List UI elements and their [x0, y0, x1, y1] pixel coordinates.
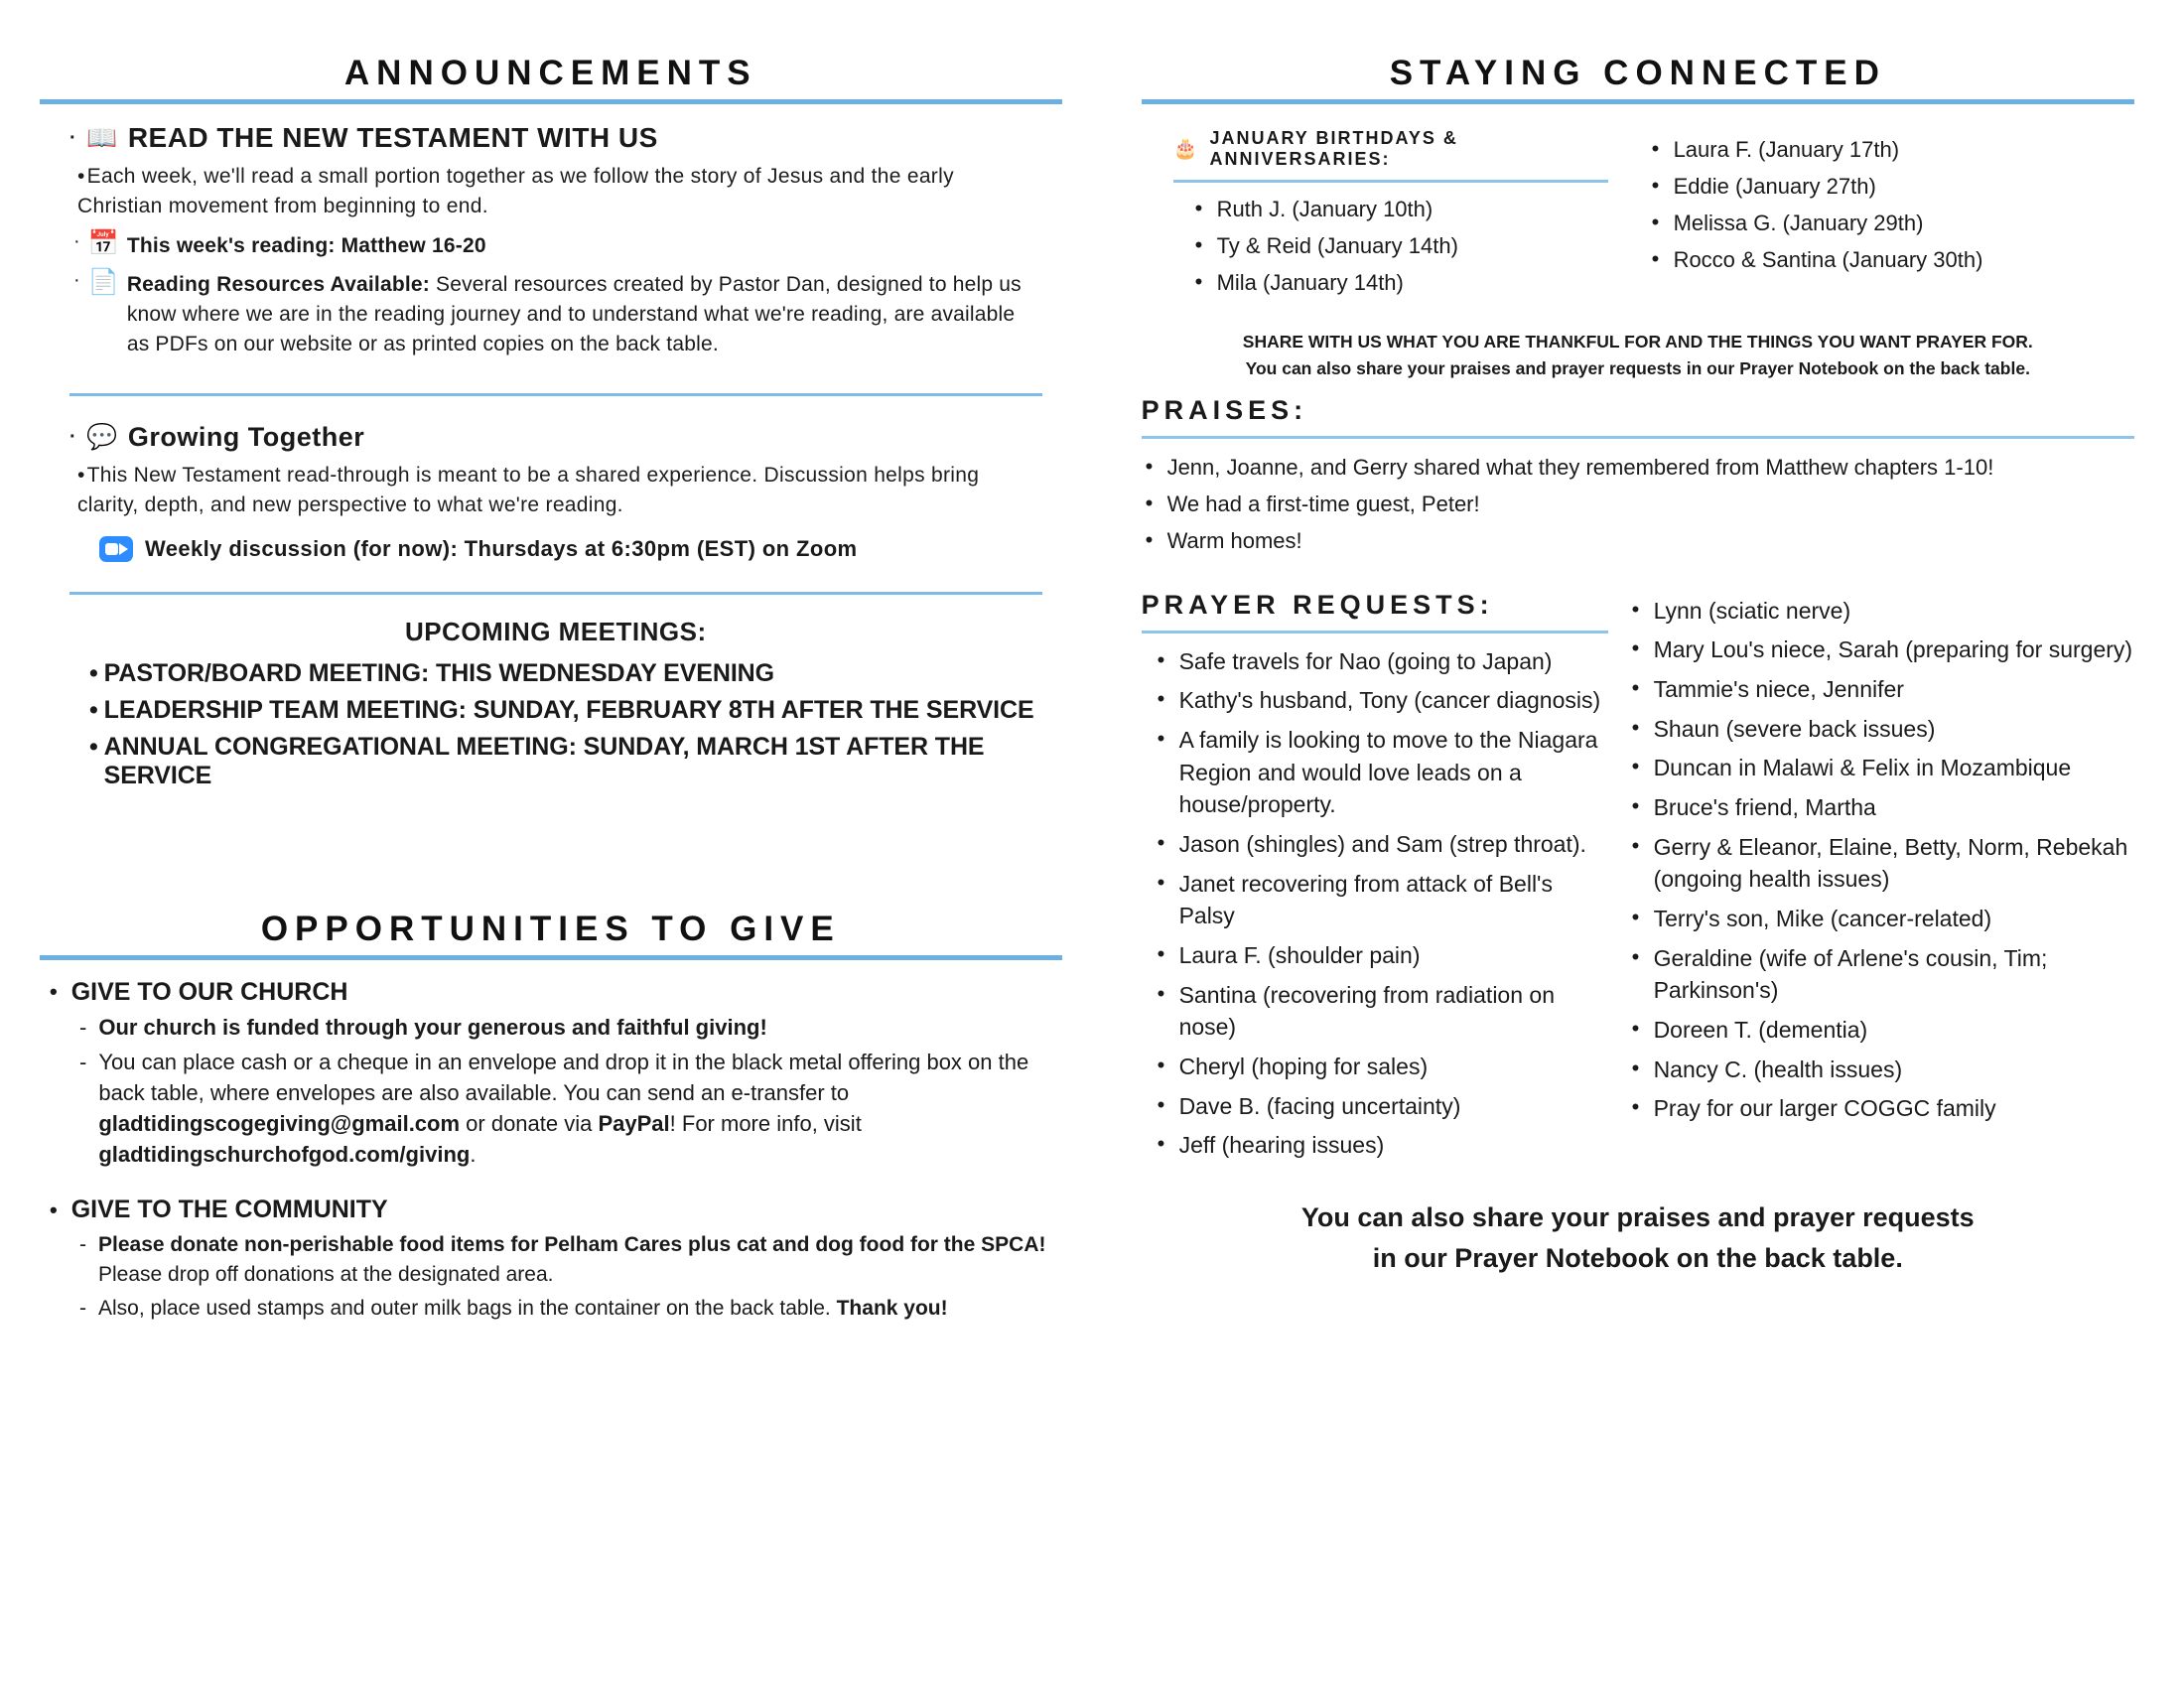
list-item: • Terry's son, Mike (cancer-related): [1628, 903, 2134, 935]
closing-line-1: You can also share your praises and prayer requests: [1300, 1202, 1975, 1232]
prayer-requests-column-1: [1142, 578, 1608, 1169]
reading-resources-row: [73, 270, 1042, 358]
prayer-requests-underline: [1142, 631, 1608, 633]
give-community-text-a: Please drop off donations at the designated area.: [98, 1262, 554, 1286]
give-church-website: gladtidingschurchofgod.com/giving: [98, 1141, 471, 1167]
read-nt-heading: READ THE NEW TESTAMENT WITH US: [127, 122, 658, 153]
page-icon: 📄: [87, 268, 119, 297]
read-new-testament-block: [40, 122, 1062, 790]
birthdays-block: [1142, 122, 2134, 303]
dash-bullet: -: [79, 1014, 87, 1040]
list-item: • We had a first-time guest, Peter!: [1142, 488, 2134, 521]
praises-block: [1142, 395, 2134, 558]
list-item: • Laura F. (shoulder pain): [1154, 939, 1608, 972]
praises-list: [1142, 451, 2134, 558]
give-church-heading-row: [50, 978, 1062, 1007]
zoom-video-icon: [99, 536, 133, 562]
reading-resources-text: [127, 270, 1042, 358]
dash-bullet: -: [79, 1050, 87, 1075]
speech-bubble-icon: 💬: [86, 422, 118, 451]
give-divider: [40, 955, 1062, 960]
closing-note: [1161, 1198, 2115, 1278]
list-item: • Laura F. (January 17th): [1648, 133, 2134, 167]
give-community-line-2-text: [98, 1294, 1062, 1323]
give-church-heading: GIVE TO OUR CHURCH: [70, 977, 348, 1006]
list-item: • Melissa G. (January 29th): [1648, 207, 2134, 240]
meeting-item: [89, 659, 1042, 688]
bullet-dot: ·: [69, 127, 77, 149]
bullet-dot: •: [50, 979, 58, 1004]
share-note: [1171, 329, 2105, 382]
zoom-discussion-row: [99, 536, 1042, 562]
prayer-requests-list-2: [1628, 595, 2134, 1125]
prayer-requests-list-1: [1154, 645, 1608, 1162]
list-item: • Mila (January 14th): [1191, 266, 1608, 300]
list-item: • Jeff (hearing issues): [1154, 1129, 1608, 1162]
birthday-cake-icon: 🎂: [1172, 138, 1200, 160]
list-item: • Safe travels for Nao (going to Japan): [1154, 645, 1608, 678]
bullet-dot: •: [89, 732, 98, 761]
give-community-heading-row: [50, 1196, 1062, 1224]
staying-connected-column: [1097, 40, 2154, 1668]
staying-connected-title: STAYING CONNECTED: [1389, 54, 1886, 92]
give-community-bold-a: Please donate non-perishable food items for Pelham Cares plus cat and dog food for the SPCA!: [98, 1233, 1046, 1257]
list-item: • Dave B. (facing uncertainty): [1154, 1090, 1608, 1123]
read-nt-heading-row: [69, 122, 1042, 154]
give-community-line-2: [79, 1294, 1062, 1323]
praises-heading: PRAISES:: [1141, 394, 1308, 425]
birthdays-column-1: [1142, 122, 1608, 303]
bullet-dot: •: [89, 695, 98, 724]
give-community-line-1-text: [98, 1230, 1062, 1289]
meeting-label: ANNUAL CONGREGATIONAL MEETING: SUNDAY, MARCH 1ST AFTER THE SERVICE: [103, 732, 985, 789]
growing-paragraph: This New Testament read-through is meant to be a shared experience. Discussion helps bring clarity, depth, and new perspective to what we're reading.: [77, 463, 980, 516]
birthdays-underline: [1173, 180, 1608, 183]
give-church-line-2-text: [98, 1048, 1061, 1170]
growing-heading: Growing Together: [127, 421, 365, 452]
staying-connected-divider: [1142, 99, 2134, 104]
praises-underline: [1142, 436, 2134, 439]
list-item: • Warm homes!: [1142, 524, 2134, 558]
announcements-title: ANNOUNCEMENTS: [343, 54, 757, 92]
bullet-dot: ·: [73, 269, 80, 292]
give-church-text-b: or donate via: [460, 1110, 599, 1136]
list-item: • Santina (recovering from radiation on nose): [1154, 979, 1608, 1044]
bullet-dot: •: [77, 463, 85, 487]
upcoming-meetings-title: UPCOMING MEETINGS:: [404, 616, 707, 646]
prayer-requests-block: [1142, 578, 2134, 1169]
reading-resources-label: Reading Resources Available:: [126, 273, 430, 297]
bullet-dot: •: [77, 165, 85, 188]
give-to-church-block: [40, 978, 1062, 1171]
give-church-email: gladtidingscogegiving@gmail.com: [98, 1110, 461, 1136]
give-to-community-block: [40, 1196, 1062, 1323]
dash-bullet: -: [79, 1297, 86, 1321]
list-item: • Jenn, Joanne, and Gerry shared what they remembered from Matthew chapters 1-10!: [1142, 451, 2134, 485]
birthdays-heading: JANUARY BIRTHDAYS & ANNIVERSARIES:: [1209, 128, 1458, 169]
meeting-item: [89, 696, 1042, 725]
list-item: • Doreen T. (dementia): [1628, 1014, 2134, 1047]
read-nt-paragraph-row: [77, 162, 1042, 221]
give-community-heading: GIVE TO THE COMMUNITY: [70, 1196, 388, 1224]
growing-divider: [69, 592, 1042, 595]
meeting-label: LEADERSHIP TEAM MEETING: SUNDAY, FEBRUARY 8TH AFTER THE SERVICE: [103, 695, 1034, 724]
bullet-dot: ·: [69, 426, 77, 449]
closing-line-2: in our Prayer Notebook on the back table.: [1372, 1243, 1903, 1274]
birthdays-list-2: [1648, 133, 2134, 277]
announcements-divider: [40, 99, 1062, 104]
list-item: • Mary Lou's niece, Sarah (preparing for surgery): [1628, 633, 2134, 666]
list-item: • Kathy's husband, Tony (cancer diagnosis): [1154, 684, 1608, 717]
week-reading-text: This week's reading: Matthew 16-20: [126, 233, 486, 257]
reading-resources-body: Several resources created by Pastor Dan, designed to help us know where we are in the reading journey and to understand what we're reading, are available as PDFs on our website or as printed copies on the back table.: [126, 273, 1022, 356]
list-item: • Pray for our larger COGGC family: [1628, 1092, 2134, 1125]
prayer-requests-heading: PRAYER REQUESTS:: [1141, 589, 1494, 620]
opportunities-to-give-title: OPPORTUNITIES TO GIVE: [260, 909, 841, 948]
give-community-text-b: Also, place used stamps and outer milk bags in the container on the back table.: [98, 1297, 837, 1321]
birthdays-heading-row: [1173, 128, 1608, 170]
list-item: • Geraldine (wife of Arlene's cousin, Tim; Parkinson's): [1628, 942, 2134, 1007]
read-nt-paragraph: Each week, we'll read a small portion together as we follow the story of Jesus and the early Christian movement from beginning to end.: [77, 165, 954, 217]
give-community-line-1: [79, 1230, 1062, 1289]
growing-paragraph-row: [77, 461, 1042, 520]
prayer-requests-column-2: [1618, 578, 2134, 1169]
list-item: • Ruth J. (January 10th): [1191, 193, 1608, 226]
give-church-line-1-text: Our church is funded through your generous and faithful giving!: [98, 1014, 767, 1040]
zoom-discussion-text: Weekly discussion (for now): Thursdays at 6:30pm (EST) on Zoom: [145, 535, 858, 561]
bullet-dot: •: [50, 1196, 58, 1222]
week-reading-row: [73, 228, 1042, 261]
list-item: • Bruce's friend, Martha: [1628, 791, 2134, 824]
open-book-icon: 📖: [86, 123, 118, 152]
growing-heading-row: [69, 422, 1042, 453]
meeting-item: [89, 733, 1042, 790]
meeting-label: PASTOR/BOARD MEETING: THIS WEDNESDAY EVENING: [103, 658, 774, 687]
give-church-text-c: ! For more info, visit: [669, 1110, 862, 1136]
list-item: • Duncan in Malawi & Felix in Mozambique: [1628, 752, 2134, 784]
list-item: • A family is looking to move to the Niagara Region and would love leads on a house/property.: [1154, 724, 1608, 821]
list-item: • Jason (shingles) and Sam (strep throat).: [1154, 828, 1608, 861]
birthdays-column-2: [1628, 122, 2134, 303]
give-church-paypal: PayPal: [598, 1110, 670, 1136]
give-community-thankyou: Thank you!: [836, 1297, 948, 1321]
bullet-dot: •: [89, 658, 98, 687]
share-note-line-2: You can also share your praises and prayer requests in our Prayer Notebook on the back table.: [1245, 358, 2030, 379]
read-nt-divider: [69, 393, 1042, 396]
share-note-line-1: SHARE WITH US WHAT YOU ARE THANKFUL FOR AND THE THINGS YOU WANT PRAYER FOR.: [1242, 332, 2033, 352]
list-item: • Janet recovering from attack of Bell's Palsy: [1154, 868, 1608, 932]
list-item: • Eddie (January 27th): [1648, 170, 2134, 204]
announcements-column: [30, 40, 1097, 1668]
give-church-line-1: [79, 1013, 1062, 1044]
dash-bullet: -: [79, 1233, 86, 1257]
list-item: • Cheryl (hoping for sales): [1154, 1051, 1608, 1083]
list-item: • Rocco & Santina (January 30th): [1648, 243, 2134, 277]
bullet-dot: ·: [73, 229, 80, 252]
give-church-line-2: [79, 1048, 1062, 1170]
list-item: • Gerry & Eleanor, Elaine, Betty, Norm, Rebekah (ongoing health issues): [1628, 831, 2134, 896]
give-church-text-d: .: [470, 1141, 477, 1167]
list-item: • Ty & Reid (January 14th): [1191, 229, 1608, 263]
give-church-text-a: You can place cash or a cheque in an envelope and drop it in the black metal offering box on the back table, where envelopes are also available. You can send an e-transfer to: [98, 1050, 1029, 1106]
birthdays-list-1: [1191, 193, 1608, 300]
list-item: • Shaun (severe back issues): [1628, 713, 2134, 746]
list-item: • Lynn (sciatic nerve): [1628, 595, 2134, 628]
calendar-icon: 📅: [87, 228, 119, 257]
list-item: • Nancy C. (health issues): [1628, 1054, 2134, 1086]
list-item: • Tammie's niece, Jennifer: [1628, 673, 2134, 706]
